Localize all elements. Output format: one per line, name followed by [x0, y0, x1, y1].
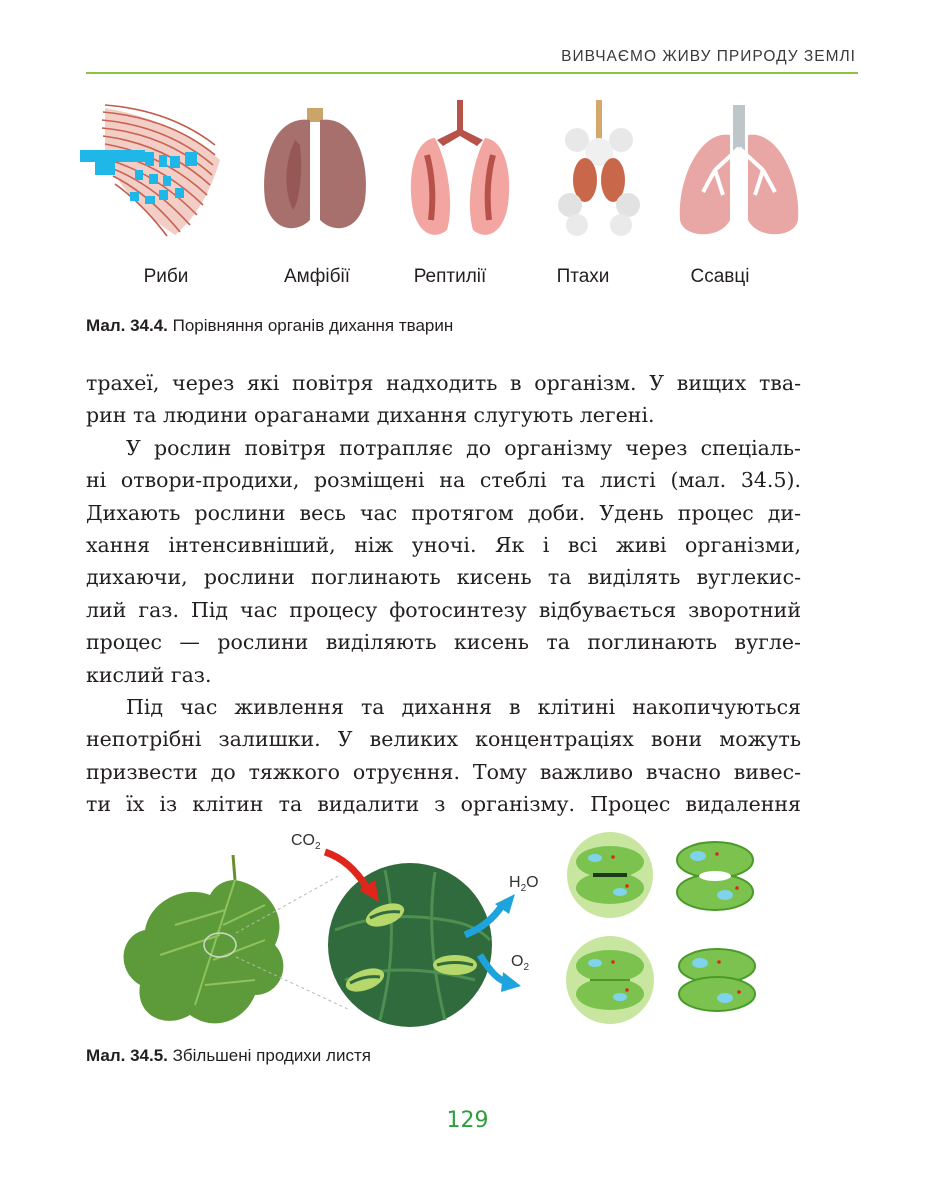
stomata-states-image — [565, 830, 775, 1030]
body-text — [86, 367, 801, 820]
figure1-caption-number: Мал. 34.4. — [86, 316, 168, 335]
o2-subscript: 2 — [523, 962, 530, 974]
h2o-h-text: H — [509, 874, 521, 891]
body-line: Під час живлення та дихання в клітині накопичуються — [126, 694, 801, 719]
figure2-caption — [86, 1046, 371, 1066]
h2o-label — [509, 874, 539, 894]
fish-gills-image — [75, 100, 225, 240]
page-header — [86, 40, 858, 74]
body-line: Дихають рослини весь час протягом доби. Удень процес ди- — [86, 500, 801, 525]
body-line: непотрібні залишки. У великих концентраціях вони можуть — [86, 727, 801, 752]
header-rule — [86, 72, 858, 74]
body-line: ні отвори-продихи, розміщені на стеблі та листі (мал. 34.5). — [86, 468, 801, 493]
figure1-caption-text: Порівняння органів дихання тварин — [167, 316, 454, 335]
label-birds: Птахи — [556, 266, 610, 287]
page-number: 129 — [446, 1108, 489, 1133]
header-title: ВИВЧАЄМО ЖИВУ ПРИРОДУ ЗЕМЛІ — [561, 48, 856, 65]
mammal-lungs-image — [675, 100, 805, 240]
label-fish: Риби — [143, 266, 189, 287]
figure2-caption-number: Мал. 34.5. — [86, 1046, 168, 1065]
label-amphibians: Амфібії — [284, 266, 350, 287]
co2-subscript: 2 — [315, 841, 321, 853]
figure-respiratory-organs — [75, 100, 815, 250]
body-line: дихаючи, рослини поглинають кисень та виділять вуглекис- — [86, 565, 801, 590]
h2o-o-text: O — [526, 874, 539, 891]
body-line: трахеї, через які повітря надходить в організм. У вищих тва- — [86, 371, 801, 395]
figure1-caption — [86, 316, 453, 336]
reptile-lungs-image — [405, 100, 515, 245]
body-line: У рослин повітря потрапляє до організму через спеціаль- — [126, 435, 801, 460]
label-mammals: Ссавці — [690, 266, 750, 287]
figure-leaf-stomata — [95, 830, 815, 1040]
body-line: рин та людини ораганами дихання слугують легені. — [86, 403, 655, 428]
amphibian-lungs-image — [255, 100, 375, 240]
co2-label — [291, 832, 321, 852]
figure2-caption-text: Збільшені продихи листя — [167, 1046, 371, 1065]
co2-text: CO — [291, 832, 315, 849]
body-line: призвести до тяжкого отруєння. Тому важливо вчасно вивес- — [86, 759, 801, 784]
body-line: кислий газ. — [86, 662, 212, 687]
o2-label — [511, 953, 529, 973]
body-line: хання інтенсивніший, ніж уночі. Як і всі живі організми, — [86, 532, 801, 557]
label-reptiles: Рептилії — [413, 266, 487, 287]
body-line: лий газ. Під час процесу фотосинтезу відбувається зворотний — [86, 597, 801, 622]
body-line: процес — рослини виділяють кисень та поглинають вугле- — [86, 630, 801, 655]
body-line: ти їх із клітин та видалити з організму. Процес видалення — [86, 792, 801, 817]
bird-lungs-image — [555, 100, 645, 240]
h2o-subscript: 2 — [520, 883, 527, 895]
o2-text: O — [511, 953, 524, 970]
